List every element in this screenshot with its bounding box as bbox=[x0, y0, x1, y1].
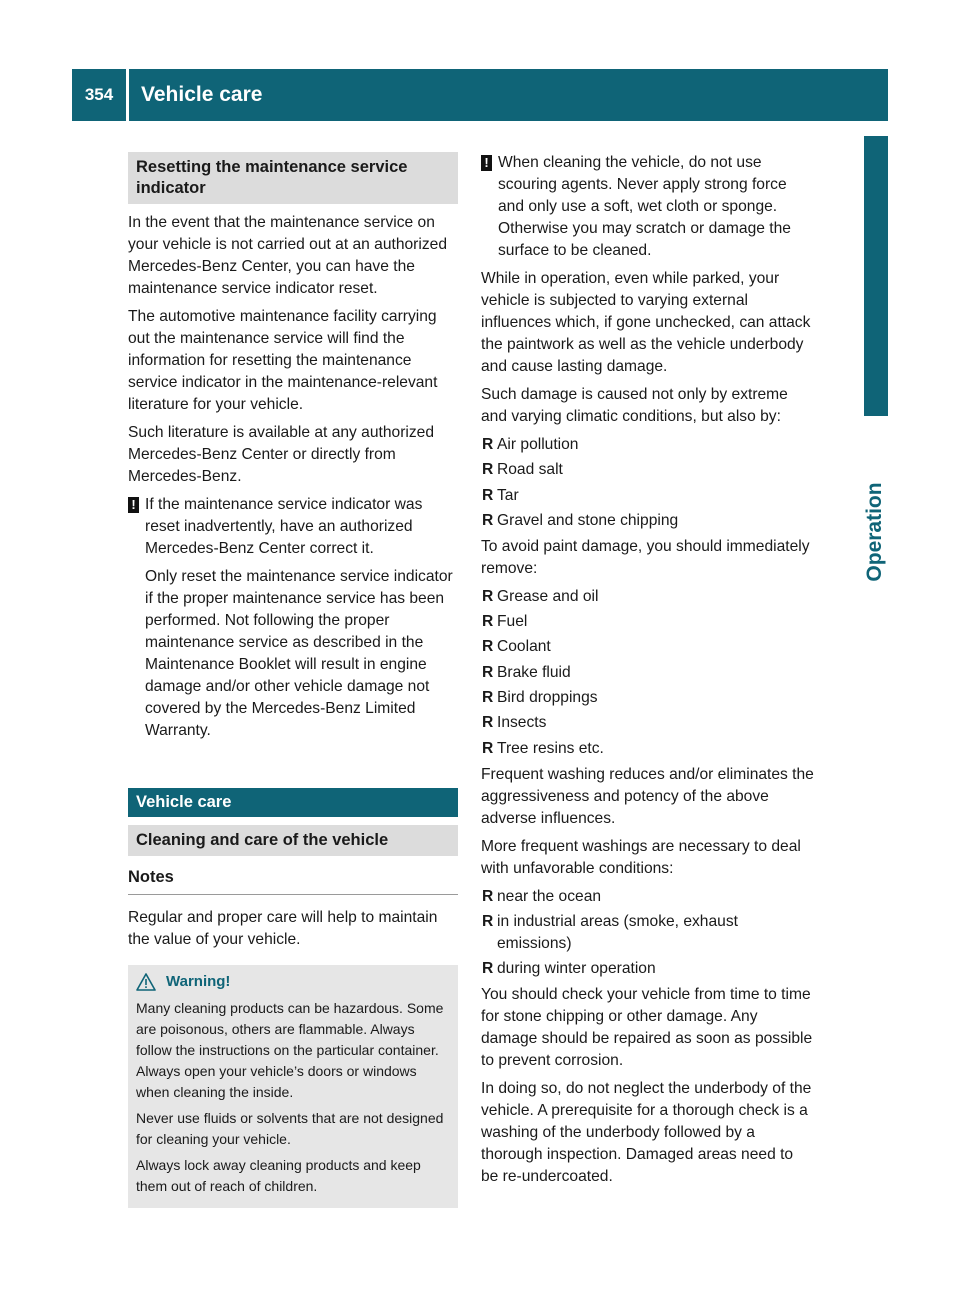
reset-paragraph-2: The automotive maintenance facility carrying out the maintenance service will find the information for resetting the maintenance service indicator in the maintenance-relevant literature for your vehicle. bbox=[128, 308, 438, 413]
list-item-text: Air pollution bbox=[497, 436, 579, 453]
list-item bbox=[481, 636, 814, 658]
exclamation-notice-icon: ! bbox=[481, 155, 492, 171]
list-item-text: Insects bbox=[497, 714, 547, 732]
bullet-marker: R bbox=[482, 461, 494, 479]
list-item bbox=[481, 611, 814, 633]
reset-paragraph-3: Such literature is available at any authorized Mercedes-Benz Center or directly from Mercedes-Benz. bbox=[128, 424, 434, 485]
warning-paragraph-3: Always lock away cleaning products and keep them out of reach of children. bbox=[136, 1157, 421, 1194]
warning-triangle-icon bbox=[136, 973, 156, 991]
list-item-text: Road salt bbox=[497, 461, 563, 479]
list-item-text: in industrial areas (smoke, exhaust emissions) bbox=[497, 912, 738, 952]
frequent-washing-paragraph: More frequent washings are necessary to deal with unfavorable conditions: bbox=[481, 837, 801, 877]
bullet-marker: R bbox=[482, 912, 494, 930]
list-item bbox=[481, 687, 814, 709]
list-item-text: Coolant bbox=[497, 638, 551, 656]
reset-heading: Resetting the maintenance service indicator bbox=[128, 152, 458, 204]
notes-paragraph: Regular and proper care will help to maintain the value of your vehicle. bbox=[128, 909, 438, 948]
remove-list bbox=[481, 586, 814, 760]
page-title: Vehicle care bbox=[141, 83, 263, 106]
list-item-text: Gravel and stone chipping bbox=[497, 511, 679, 529]
section-title-vehicle-care: Vehicle care bbox=[128, 788, 458, 817]
list-item-text: Brake fluid bbox=[497, 663, 571, 681]
list-item bbox=[481, 738, 814, 760]
list-item-text: Tree resins etc. bbox=[497, 739, 604, 757]
list-item bbox=[481, 712, 814, 734]
list-item-text: Grease and oil bbox=[497, 587, 599, 605]
warning-header bbox=[136, 971, 450, 992]
notice-reset bbox=[128, 494, 458, 742]
warning-paragraph-1: Many cleaning products can be hazardous. Some are poisonous, others are flammable. Always follow the instructions on the particular container. Always open your vehicle’s doors or windows when cleaning the inside. bbox=[136, 1000, 444, 1100]
notice-cleaning bbox=[481, 152, 814, 262]
bullet-marker: R bbox=[482, 739, 494, 757]
warning-paragraph-2: Never use fluids or solvents that are not designed for cleaning your vehicle. bbox=[136, 1110, 444, 1147]
exclamation-notice-icon: ! bbox=[128, 497, 139, 513]
side-tab bbox=[864, 136, 888, 1166]
list-item bbox=[481, 485, 814, 507]
underbody-paragraph: In doing so, do not neglect the underbody of the vehicle. A prerequisite for a thorough check is a washing of the underbody followed by a thorough inspection. Damaged areas need to be re-undercoated. bbox=[481, 1080, 812, 1186]
warning-box bbox=[128, 965, 458, 1208]
list-item-text: near the ocean bbox=[497, 887, 602, 905]
side-tab-label: Operation bbox=[863, 482, 886, 582]
cleaning-heading: Cleaning and care of the vehicle bbox=[128, 825, 458, 856]
washing-paragraph: Frequent washing reduces and/or eliminates the aggressiveness and potency of the above adverse influences. bbox=[481, 765, 814, 827]
bullet-marker: R bbox=[482, 887, 494, 905]
bullet-marker: R bbox=[482, 486, 494, 504]
list-item-text: Bird droppings bbox=[497, 689, 598, 707]
list-item bbox=[481, 434, 814, 456]
side-tab-block bbox=[864, 136, 888, 416]
list-item-text: during winter operation bbox=[497, 960, 656, 978]
page-number: 354 bbox=[84, 85, 114, 104]
notice-paragraph-2: Only reset the maintenance service indicator if the proper maintenance service has been performed. Not following the proper maintenance service as described in the Maintenance Booklet will result in engine damage and/or other vehicle damage not covered by the Mercedes-Benz Limited Warranty. bbox=[145, 568, 453, 739]
list-item bbox=[481, 510, 814, 532]
bullet-marker: R bbox=[482, 436, 494, 453]
bullet-marker: R bbox=[482, 587, 494, 605]
list-item bbox=[481, 662, 814, 684]
bullet-marker: R bbox=[482, 511, 494, 529]
bullet-marker: R bbox=[482, 960, 494, 978]
notes-heading: Notes bbox=[128, 864, 458, 895]
header-divider bbox=[126, 69, 129, 121]
check-paragraph: You should check your vehicle from time to time for stone chipping or other damage. Any damage should be repaired as soon as possible to prevent corrosion. bbox=[481, 986, 813, 1070]
conditions-list bbox=[481, 886, 814, 981]
list-item bbox=[481, 911, 814, 955]
reset-paragraph-1: In the event that the maintenance service on your vehicle is not carried out at an authorized Mercedes-Benz Center, you can have the maintenance service indicator reset. bbox=[128, 214, 447, 297]
damage-causes-paragraph: Such damage is caused not only by extreme and varying climatic conditions, but also by: bbox=[481, 386, 788, 425]
list-item bbox=[481, 459, 814, 481]
list-item-text: Fuel bbox=[497, 613, 528, 631]
list-item-text: Tar bbox=[497, 486, 519, 504]
influences-paragraph: While in operation, even while parked, your vehicle is subjected to varying external influences which, if gone unchecked, can attack the paintwork as well as the vehicle underbody and cause lasting damage. bbox=[481, 270, 811, 375]
right-column bbox=[481, 152, 814, 1194]
remove-paragraph: To avoid paint damage, you should immediately remove: bbox=[481, 537, 810, 577]
list-item bbox=[481, 958, 814, 980]
bullet-marker: R bbox=[482, 714, 494, 732]
list-item bbox=[481, 586, 814, 608]
notice-paragraph-1: If the maintenance service indicator was reset inadvertently, have an authorized Mercedes-Benz Center correct it. bbox=[145, 496, 423, 557]
damage-causes-list bbox=[481, 434, 814, 532]
notice-cleaning-paragraph: When cleaning the vehicle, do not use scouring agents. Never apply strong force and only use a soft, wet cloth or sponge. Otherwise you may scratch or damage the surface to be cleaned. bbox=[498, 154, 791, 259]
left-column bbox=[128, 152, 458, 1208]
bullet-marker: R bbox=[482, 663, 494, 681]
warning-title: Warning! bbox=[166, 973, 231, 990]
bullet-marker: R bbox=[482, 638, 494, 656]
bullet-marker: R bbox=[482, 689, 494, 707]
list-item bbox=[481, 886, 814, 908]
bullet-marker: R bbox=[482, 613, 494, 631]
